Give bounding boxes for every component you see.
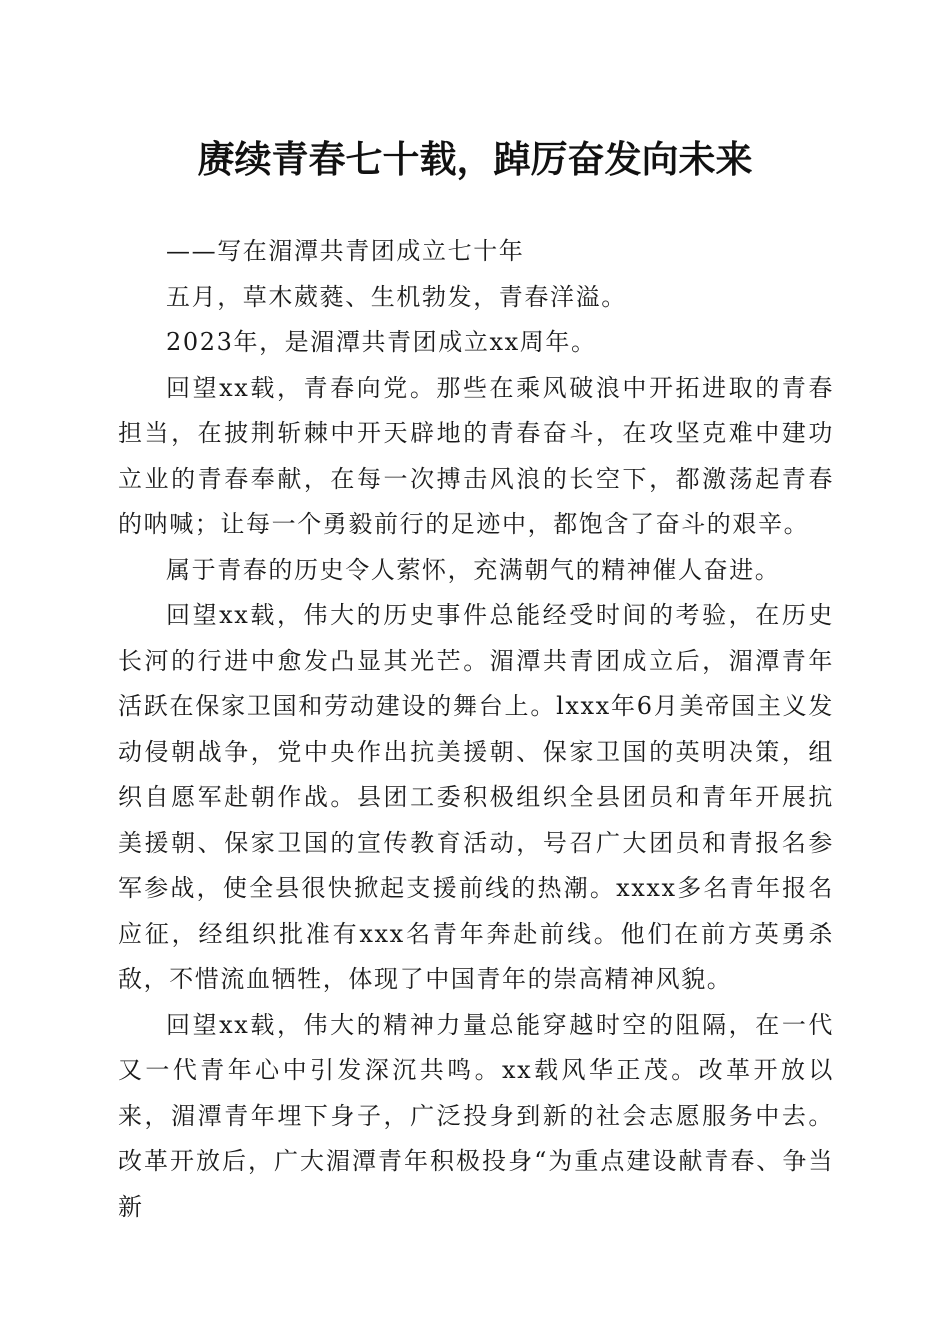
document-body — [118, 229, 834, 1230]
paragraph: 五月，草木葳蕤、生机勃发，青春洋溢。 — [166, 282, 627, 311]
paragraph: 属于青春的历史令人萦怀，充满朝气的精神催人奋进。 — [166, 555, 781, 584]
paragraph: 回望xx载，伟大的历史事件总能经受时间的考验，在历史长河的行进中愈发凸显其光芒。湄潭共青团成立后，湄潭青年活跃在保家卫国和劳动建设的舞台上。lxxx年6月美帝国主义发动侵朝战争，党中央作出抗美援朝、保家卫国的英明决策，组织自愿军赴朝作战。县团工委积极组织全县团员和青年开展抗美援朝、保家卫国的宣传教育活动，号召广大团员和青报名参军参战，使全县很快掀起支援前线的热潮。xxxx多名青年报名应征，经组织批准有xxx名青年奔赴前线。他们在前方英勇杀敌，不惜流血牺牲，体现了中国青年的崇高精神风貌。 — [118, 601, 834, 993]
paragraph: 回望xx载，青春向党。那些在乘风破浪中开拓进取的青春担当，在披荆斩棘中开天辟地的青春奋斗，在攻坚克难中建功立业的青春奉献，在每一次搏击风浪的长空下，都激荡起青春的呐喊；让每一个勇毅前行的足迹中，都饱含了奋斗的艰辛。 — [118, 373, 834, 538]
document-title: 赓续青春七十载，踔厉奋发向未来 — [197, 137, 753, 181]
paragraph: 2023年，是湄潭共青团成立xx周年。 — [166, 328, 597, 356]
subtitle: ——写在湄潭共青团成立七十年 — [166, 237, 525, 265]
paragraph: 回望xx载，伟大的精神力量总能穿越时空的阻隔，在一代又一代青年心中引发深沉共鸣。xx载风华正茂。改革开放以来，湄潭青年埋下身子，广泛投身到新的社会志愿服务中去。改革开放后，广大湄潭青年积极投身“为重点建设献青春、争当新 — [118, 1010, 834, 1221]
